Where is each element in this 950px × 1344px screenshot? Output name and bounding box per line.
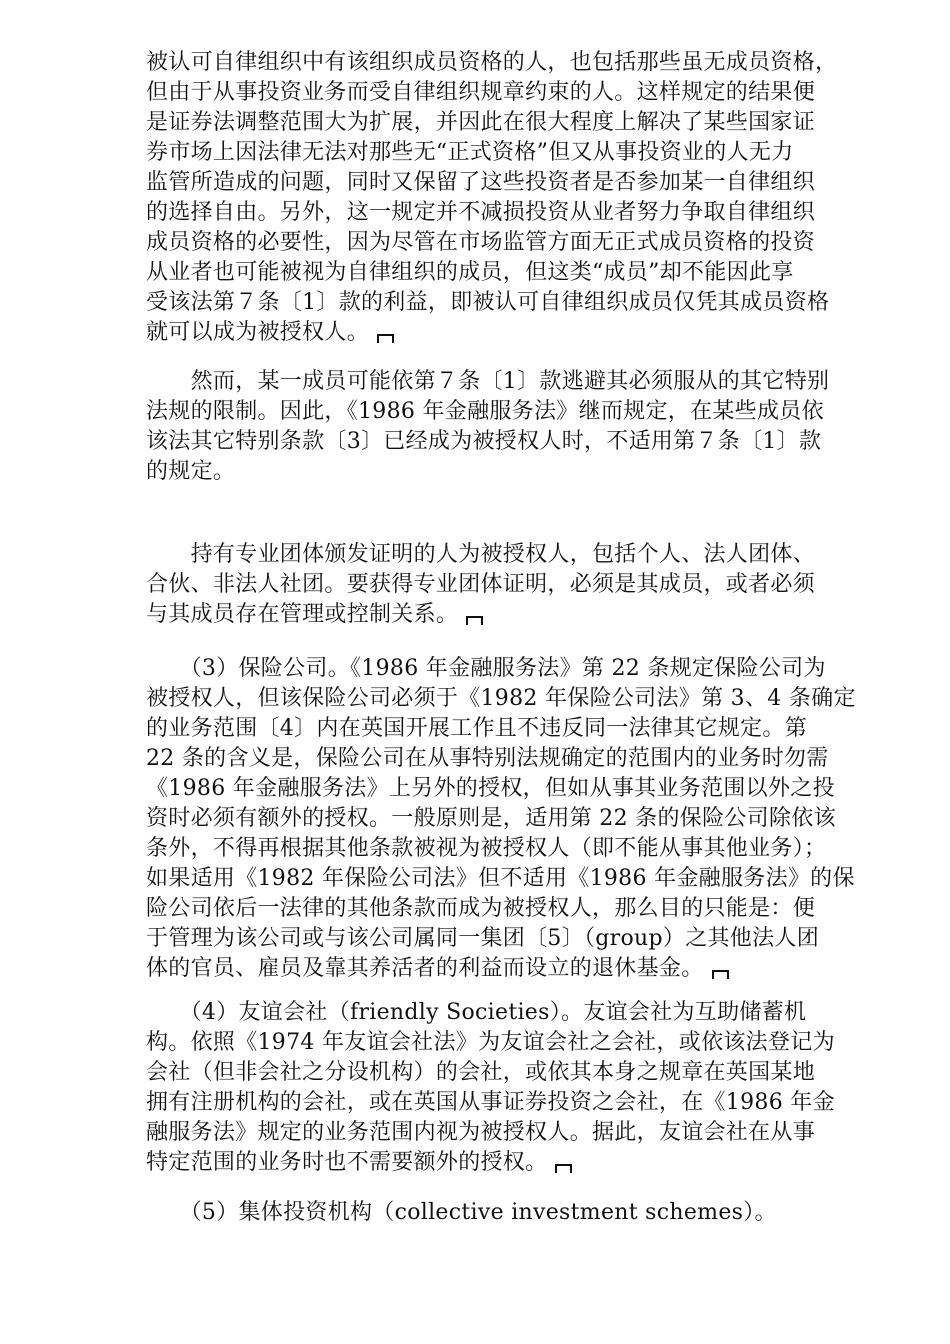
text-line: 融服务法》规定的业务范围内视为被授权人。据此，友谊会社在从事: [146, 1120, 816, 1145]
text-line: 如果适用《1982 年保险公司法》但不适用《1986 年金融服务法》的保: [146, 866, 855, 891]
paragraph-6: [146, 1198, 876, 1228]
line-text: 就可以成为被授权人。: [146, 320, 370, 345]
text-line: [146, 1148, 876, 1178]
text-line: 然而，某一成员可能依第７条〔1〕款逃避其必须服从的其它特别: [146, 369, 830, 394]
text-line: 监管所造成的问题，同时又保留了这些投资者是否参加某一自律组织: [146, 170, 816, 195]
text-line: [146, 600, 876, 630]
text-line: [146, 318, 876, 348]
text-line: 拥有注册机构的会社，或在英国从事证券投资之会社，在《1986 年金: [146, 1090, 835, 1115]
text-line: 构。依照《1974 年友谊会社法》为友谊会社之会社，或依该法登记为: [146, 1030, 835, 1055]
text-line: 持有专业团体颁发证明的人为被授权人，包括个人、法人团体、: [146, 542, 816, 567]
text-line: 资时必须有额外的授权。一般原则是，适用第 22 条的保险公司除依该: [146, 806, 836, 831]
text-line: 法规的限制。因此，《1986 年金融服务法》继而规定，在某些成员依: [146, 399, 824, 424]
text-line: 被认可自律组织中有该组织成员资格的人，也包括那些虽无成员资格，: [146, 50, 838, 75]
text-line: 是证券法调整范围大为扩展，并因此在很大程度上解决了某些国家证: [146, 110, 816, 135]
text-line: （5）集体投资机构（collective investment schemes）。: [146, 1200, 777, 1225]
text-line: 22 条的含义是，保险公司在从事特别法规确定的范围内的业务时勿需: [146, 746, 829, 771]
text-line: 被授权人，但该保险公司必须于《1982 年保险公司法》第 3、4 条确定: [146, 686, 856, 711]
footnote-mark-icon: [466, 616, 483, 625]
text-line: 但由于从事投资业务而受自律组织规章约束的人。这样规定的结果便: [146, 80, 816, 105]
text-line: （3）保险公司。《1986 年金融服务法》第 22 条规定保险公司为: [146, 656, 826, 681]
text-line: 的选择自由。另外，这一规定并不减损投资从业者努力争取自律组织: [146, 200, 816, 225]
text-line: 从业者也可能被视为自律组织的成员，但这类“成员”却不能因此享: [146, 260, 794, 285]
text-line: [146, 954, 876, 984]
text-line: 的业务范围〔4〕内在英国开展工作且不违反同一法律其它规定。第: [146, 716, 807, 741]
text-line: 会社（但非会社之分设机构）的会社，或依其本身之规章在英国某地: [146, 1060, 816, 1085]
text-line: 的规定。: [146, 459, 236, 484]
line-text: 特定范围的业务时也不需要额外的授权。: [146, 1150, 548, 1175]
text-line: 券市场上因法律无法对那些无“正式资格”但又从事投资业的人无力: [146, 140, 794, 165]
text-line: （4）友谊会社（friendly Societies）。友谊会社为互助储蓄机: [146, 1000, 807, 1025]
text-line: 成员资格的必要性，因为尽管在市场监管方面无正式成员资格的投资: [146, 230, 816, 255]
paragraph-3: [146, 540, 876, 630]
text-line: 《1986 年金融服务法》上另外的授权，但如从事其业务范围以外之投: [146, 776, 835, 801]
paragraph-5: [146, 998, 876, 1178]
paragraph-4: [146, 654, 876, 984]
text-line: 条外，不得再根据其他条款被视为被授权人（即不能从事其他业务）；: [146, 836, 827, 861]
paragraph-2: [146, 367, 876, 487]
text-line: 该法其它特别条款〔3〕已经成为被授权人时，不适用第７条〔1〕款: [146, 429, 822, 454]
text-line: 受该法第７条〔1〕款的利益，即被认可自律组织成员仅凭其成员资格: [146, 290, 830, 315]
paragraph-1: [146, 48, 876, 348]
line-text: 体的官员、雇员及靠其养活者的利益而设立的退休基金。: [146, 956, 704, 981]
footnote-mark-icon: [377, 334, 394, 343]
footnote-mark-icon: [555, 1164, 572, 1173]
footnote-mark-icon: [712, 970, 729, 979]
text-line: 险公司依后一法律的其他条款而成为被授权人，那么目的只能是：便: [146, 896, 816, 921]
line-text: 与其成员存在管理或控制关系。: [146, 602, 459, 627]
text-line: 于管理为该公司或与该公司属同一集团〔5〕（group）之其他法人团: [146, 926, 819, 951]
text-line: 合伙、非法人社团。要获得专业团体证明，必须是其成员，或者必须: [146, 572, 816, 597]
